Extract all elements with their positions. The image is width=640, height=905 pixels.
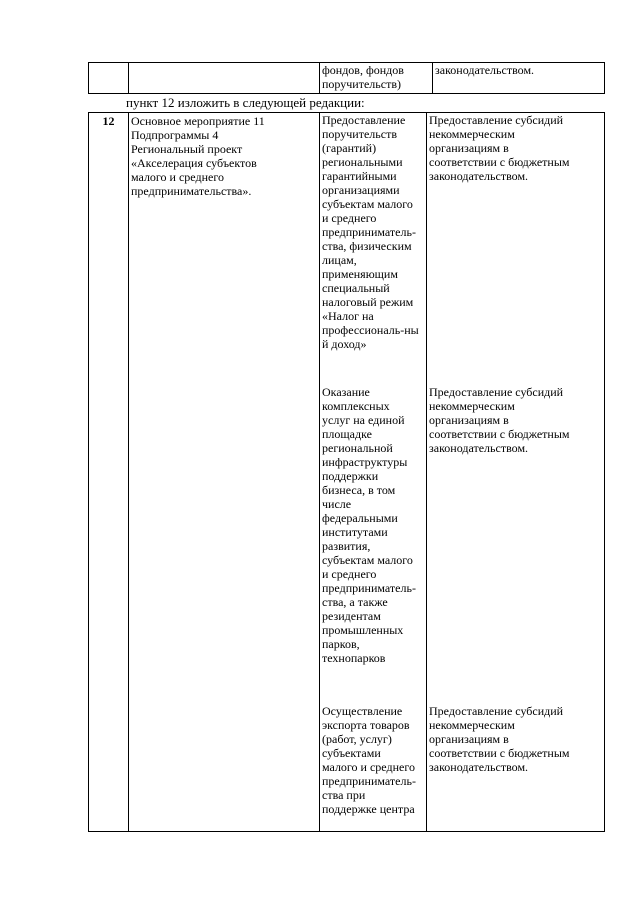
number-cell (89, 63, 129, 94)
activity-cell: фондов, фондов поручительств) (320, 63, 433, 94)
activity-text: Оказание комплексных услуг на единой площадке региональной инфраструктуры поддержки бизнеса, в том числе федеральными институтами развития, субъектам малого и среднего предприниматель- ства, а также резидентам промышленных парков, технопарков (320, 385, 427, 704)
main-event-name: Основное мероприятие 11 Подпрограммы 4 Региональный проект «Акселерация субъектов малого и среднего предпринимательства». (131, 114, 265, 198)
continued-table-row (88, 62, 605, 94)
activity-pair (320, 385, 604, 704)
name-cell (129, 63, 320, 94)
measure-cell: законодательством. (433, 63, 605, 94)
activities-cell (320, 113, 605, 832)
activity-text: Предоставление поручительств (гарантий) региональными гарантийными организациями субъектам малого и среднего предприниматель- ства, физическим лицам, применяющим специальный налоговый режим «Налог на профессиональ-ны й доход» (320, 113, 427, 385)
activity-text: Осуществление экспорта товаров (работ, услуг) субъектами малого и среднего предприниматель- ства при поддержке центра (320, 704, 427, 831)
row-number: 12 (102, 114, 115, 128)
row-number-cell (89, 113, 129, 832)
measure-text: Предоставление субсидий некоммерческим организациям в соответствии с бюджетным законодательством. (429, 113, 570, 183)
main-event-cell (129, 113, 320, 832)
measure-text: Предоставление субсидий некоммерческим организациям в соответствии с бюджетным законодательством. (429, 704, 570, 774)
row-12-table (88, 112, 605, 832)
measure-text: Предоставление субсидий некоммерческим организациям в соответствии с бюджетным законодательством. (429, 385, 570, 455)
activity-pair (320, 704, 604, 831)
amendment-instruction: пункт 12 изложить в следующей редакции: (126, 95, 365, 110)
activity-pair (320, 113, 604, 385)
